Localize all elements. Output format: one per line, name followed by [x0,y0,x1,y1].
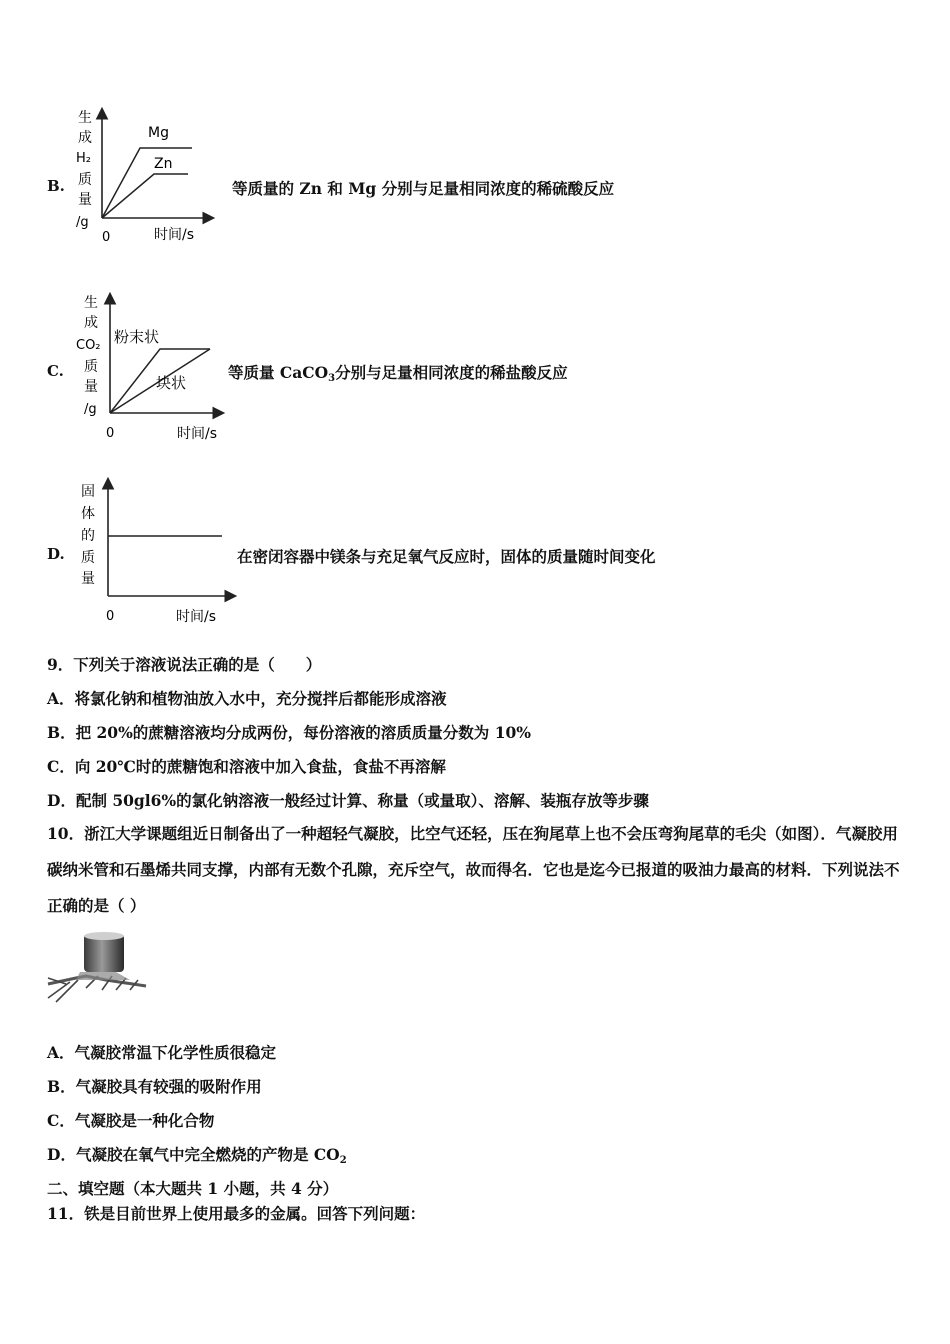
q10-option-c: C．气凝胶是一种化合物 [47,1111,215,1130]
block-label: 块状 [156,374,187,392]
caption-post: 分别与足量相同浓度的稀盐酸反应 [335,363,568,382]
ylabel-char: H₂ [76,151,91,166]
q10-option-a: A．气凝胶常温下化学性质很稳定 [47,1043,277,1062]
q10-option-d [47,1143,347,1165]
ylabel-char: 成 [84,315,98,331]
zn-label: Zn [154,156,173,172]
aerogel-image [46,928,150,1008]
ylabel-char: 量 [78,192,92,208]
option-b-graph [70,100,220,250]
q9-option-c: C．向 20℃时的蔗糖饱和溶液中加入食盐，食盐不再溶解 [47,757,446,776]
x-axis-label: 时间/s [154,227,195,243]
zn-curve [102,174,188,218]
q9-option-a: A．将氯化钠和植物油放入水中，充分搅拌后都能形成溶液 [47,689,447,708]
x-axis-label: 时间/s [177,426,218,442]
powder-label: 粉末状 [114,328,160,346]
ylabel-char: /g [76,215,89,230]
section-heading: 二、填空题（本大题共 1 小题，共 4 分） [47,1179,339,1198]
option-c-caption [228,361,568,383]
ylabel-char: 体 [81,506,95,522]
ylabel-char: 质 [84,359,98,375]
ylabel-char: 生 [84,295,98,311]
option-c-letter: C. [47,362,64,380]
option-d-graph [70,470,240,630]
option-d-letter: D. [47,545,65,563]
ylabel-char: 质 [81,550,95,566]
origin-label: 0 [106,609,115,624]
q10-stem: 10．浙江大学课题组近日制备出了一种超轻气凝胶，比空气还轻，压在狗尾草上也不会压弯狗尾草的毛尖（如图）．气凝胶用碳纳米管和石墨烯共同支撑，内部有无数个孔隙，充斥空气，故而得名．它也是迄今已报道的吸油力最高的材料．下列说法不正确的是（ ） [47,824,900,915]
origin-label: 0 [106,426,115,441]
ylabel-char: /g [84,402,97,417]
option-b-letter: B. [47,177,65,195]
q10-option-d-subscript: 2 [339,1155,347,1166]
q10-option-d-text: D．气凝胶在氧气中完全燃烧的产物是 CO [47,1145,340,1164]
ylabel-char: 量 [84,379,98,395]
option-d-caption: 在密闭容器中镁条与充足氧气反应时，固体的质量随时间变化 [237,547,656,566]
q9-option-d: D．配制 50gl6%的氯化钠溶液一般经过计算、称量（或量取）、溶解、装瓶存放等步骤 [47,791,649,810]
caption-pre: 等质量 CaCO [228,363,329,382]
q9-stem: 9．下列关于溶液说法正确的是（ ） [47,655,322,674]
ylabel-char: 量 [81,571,95,587]
q10-option-b: B．气凝胶具有较强的吸附作用 [47,1077,262,1096]
x-axis-label: 时间/s [176,609,217,625]
ylabel-char: 质 [78,172,92,188]
q9-option-b: B．把 20%的蔗糖溶液均分成两份，每份溶液的溶质质量分数为 10% [47,723,531,742]
option-c-graph [70,285,230,445]
origin-label: 0 [102,230,111,245]
ylabel-char: 固 [81,484,95,500]
mg-label: Mg [148,125,169,141]
ylabel-char: 成 [78,130,92,146]
ylabel-char: 生 [78,110,92,126]
ylabel-char: CO₂ [76,338,101,353]
q11-stem: 11．铁是目前世界上使用最多的金属。回答下列问题： [47,1204,426,1223]
ylabel-char: 的 [81,528,95,544]
option-b-caption: 等质量的 Zn 和 Mg 分别与足量相同浓度的稀硫酸反应 [232,179,615,198]
caption-subscript: 3 [328,373,336,384]
